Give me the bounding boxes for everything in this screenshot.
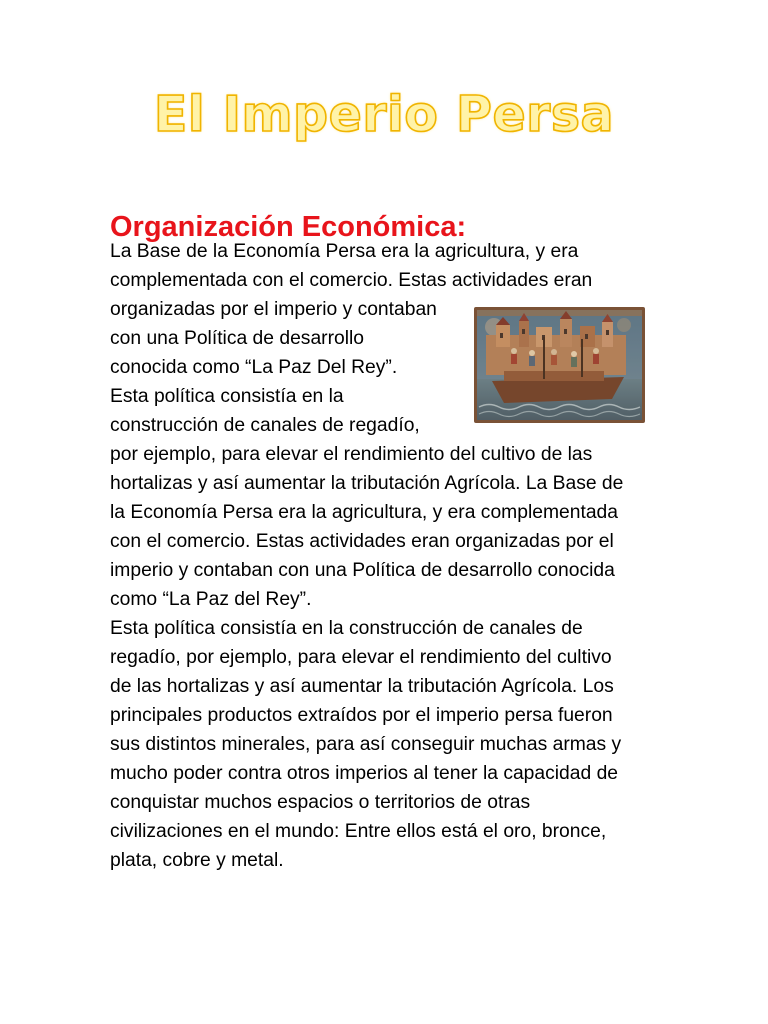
paragraph-line: imperio y contaban con una Política de desarrollo conocida [110, 560, 615, 581]
paragraph-line: por ejemplo, para elevar el rendimiento del cultivo de las [110, 444, 593, 465]
paragraph-line: Esta política consistía en la construcción de canales de [110, 618, 583, 639]
paragraph-line: como “La Paz del Rey”. [110, 589, 312, 610]
paragraph-line: construcción de canales de regadío, [110, 415, 420, 436]
paragraph-line: principales productos extraídos por el imperio persa fueron [110, 705, 613, 726]
fresco-image [474, 307, 645, 423]
paragraph-line: organizadas por el imperio y contaban [110, 299, 437, 320]
paragraph-line: sus distintos minerales, para así conseguir muchas armas y [110, 734, 622, 755]
paragraph-line: la Economía Persa era la agricultura, y era complementada [110, 502, 618, 523]
paragraph-line: regadío, por ejemplo, para elevar el rendimiento del cultivo [110, 647, 612, 668]
paragraph-line: hortalizas y así aumentar la tributación Agrícola. La Base de [110, 473, 624, 494]
section-heading: Organización Económica: [110, 211, 467, 244]
paragraph-line: civilizaciones en el mundo: Entre ellos está el oro, bronce, [110, 821, 607, 842]
paragraph-line: Esta política consistía en la [110, 386, 344, 407]
paragraph-line: de las hortalizas y así aumentar la tributación Agrícola. Los [110, 676, 614, 697]
paragraph-line: conocida como “La Paz Del Rey”. [110, 357, 398, 378]
paragraph-line: con el comercio. Estas actividades eran organizadas por el [110, 531, 614, 552]
paragraph-line: conquistar muchos espacios o territorios de otras [110, 792, 531, 813]
paragraph-line: La Base de la Economía Persa era la agricultura, y era [110, 241, 579, 262]
paragraph-line: complementada con el comercio. Estas actividades eran [110, 270, 593, 291]
paragraph-line: mucho poder contra otros imperios al tener la capacidad de [110, 763, 619, 784]
paragraph-line: plata, cobre y metal. [110, 850, 284, 871]
fresco-illustration [474, 307, 645, 423]
paragraph-line: con una Política de desarrollo [110, 328, 365, 349]
document-title: El Imperio Persa [153, 85, 615, 143]
